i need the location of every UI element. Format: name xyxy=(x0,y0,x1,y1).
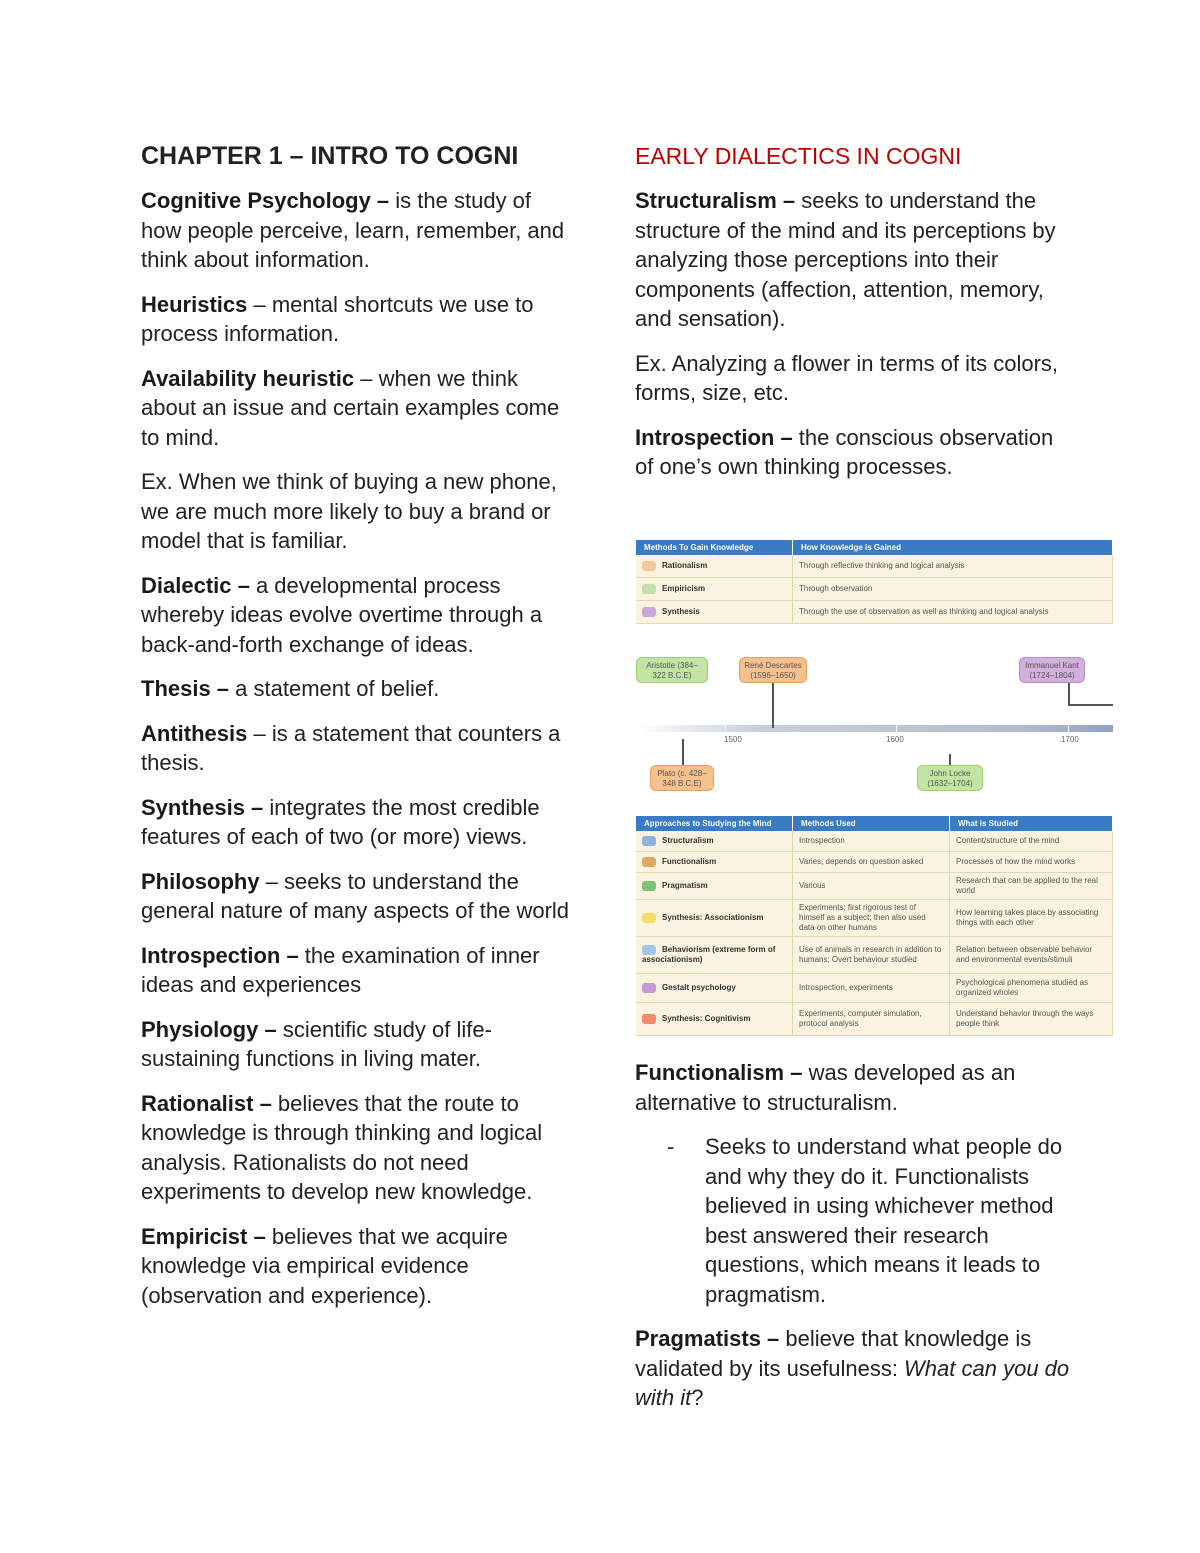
methods-table xyxy=(636,540,1113,624)
color-swatch xyxy=(642,836,656,846)
structuralism-example: Ex. Analyzing a flower in terms of its colors, forms, size, etc. xyxy=(635,350,1059,405)
row-desc: Through reflective thinking and logical analysis xyxy=(793,555,1113,578)
table-row xyxy=(636,578,1113,601)
timeline-tick xyxy=(896,720,897,732)
color-swatch xyxy=(642,881,656,891)
bullet-dash: - xyxy=(667,1134,675,1159)
table-row xyxy=(636,937,1113,974)
term-entry xyxy=(141,364,571,453)
term-definition: seeks to understand the structure of the mind and its perceptions by analyzing those perceptions into their components (affection, attention, memory, and sensation). xyxy=(635,188,1056,331)
term-label: Pragmatists – xyxy=(635,1326,780,1351)
term-pragmatists xyxy=(635,1324,1075,1413)
timeline-box-plato: Plato (c. 428–348 B.C.E) xyxy=(650,765,714,791)
term-functionalism xyxy=(635,1058,1075,1117)
term-structuralism xyxy=(635,186,1075,334)
row-studied: Content/structure of the mind xyxy=(950,831,1113,852)
term-label: Philosophy xyxy=(141,868,260,894)
term-label: Thesis – xyxy=(141,676,230,701)
timeline-tick xyxy=(1068,720,1069,732)
row-label-cell xyxy=(636,831,793,852)
term-label: Introspection – xyxy=(635,424,793,450)
left-column xyxy=(141,140,571,1325)
term-label: Structuralism – xyxy=(635,188,796,213)
timeline-year: 1600 xyxy=(886,735,904,744)
row-method: Experiments, computer simulation, protocol analysis xyxy=(793,1003,950,1036)
term-label: Rationalist – xyxy=(141,1090,272,1116)
term-entry xyxy=(141,941,571,1000)
row-desc: Through the use of observation as well as thinking and logical analysis xyxy=(793,601,1113,624)
row-name: Synthesis: Cognitivism xyxy=(662,1014,751,1024)
color-swatch xyxy=(642,1014,656,1024)
example-text: Ex. When we think of buying a new phone, we are much more likely to buy a brand or model that is familiar. xyxy=(141,469,557,553)
chapter-heading: CHAPTER 1 – INTRO TO COGNI xyxy=(141,142,519,170)
term-definition: believes that we acquire knowledge via empirical evidence (observation and experience). xyxy=(141,1223,508,1308)
row-label-cell xyxy=(636,937,793,974)
color-swatch xyxy=(642,607,656,617)
row-label-cell xyxy=(636,1003,793,1036)
row-label-cell xyxy=(636,900,793,937)
timeline-bar xyxy=(636,725,1113,732)
right-column xyxy=(635,140,1075,497)
row-method: Various xyxy=(793,873,950,900)
term-introspection xyxy=(635,423,1075,482)
table-row xyxy=(636,900,1113,937)
term-entry xyxy=(141,1222,571,1311)
table-row xyxy=(636,852,1113,873)
timeline-connector xyxy=(1068,682,1070,704)
approaches-table-figure xyxy=(636,816,1113,1036)
row-name: Empiricism xyxy=(662,584,706,594)
term-definition: scientific study of life-sustaining functions in living mater. xyxy=(141,1016,492,1071)
row-name: Pragmatism xyxy=(662,881,708,891)
timeline-year: 1700 xyxy=(1061,735,1079,744)
term-definition: is the study of how people perceive, learn, remember, and think about information. xyxy=(141,188,565,272)
row-method: Varies; depends on question asked xyxy=(793,852,950,873)
term-definition: was developed as an alternative to structuralism. xyxy=(635,1060,1016,1115)
term-definition: the conscious observation of one’s own thinking processes. xyxy=(635,424,1054,479)
row-name: Gestalt psychology xyxy=(662,983,736,993)
color-swatch xyxy=(642,913,656,923)
table-header: Methods Used xyxy=(793,816,950,831)
term-label: Heuristics xyxy=(141,291,248,317)
term-definition: – is a statement that counters a thesis. xyxy=(141,720,561,775)
color-swatch xyxy=(642,584,656,594)
row-label-cell xyxy=(636,555,793,578)
table-header: Approaches to Studying the Mind xyxy=(636,816,793,831)
color-swatch xyxy=(642,945,656,955)
term-definition: – when we think about an issue and certain examples come to mind. xyxy=(141,365,560,450)
row-studied: How learning takes place by associating things with each other xyxy=(950,900,1113,937)
term-entry xyxy=(141,719,571,778)
term-definition: – seeks to understand the general nature of many aspects of the world xyxy=(141,868,570,923)
term-definition: a developmental process whereby ideas evolve overtime through a back-and-forth exchange of ideas. xyxy=(141,572,543,657)
term-entry xyxy=(141,793,571,852)
table-row xyxy=(636,873,1113,900)
early-dialectics-heading: EARLY DIALECTICS IN COGNI xyxy=(635,143,962,169)
timeline-connector xyxy=(772,682,774,728)
term-label: Availability heuristic xyxy=(141,365,355,391)
color-swatch xyxy=(642,983,656,993)
timeline-year: 1500 xyxy=(724,735,742,744)
term-label: Functionalism – xyxy=(635,1060,803,1085)
row-studied: Psychological phenomena studied as organized wholes xyxy=(950,974,1113,1003)
term-label: Empiricist – xyxy=(141,1223,266,1249)
table-row xyxy=(636,831,1113,852)
table-row xyxy=(636,601,1113,624)
term-definition: believes that the route to knowledge is through thinking and logical analysis. Rationalists do not need experiments to develop new knowledge. xyxy=(141,1090,543,1204)
color-swatch xyxy=(642,857,656,867)
timeline-box-aristotle: Aristotle (384–322 B.C.E) xyxy=(636,657,708,683)
term-label: Synthesis – xyxy=(141,794,264,820)
table-header: What is Studied xyxy=(950,816,1113,831)
row-name: Synthesis: Associationism xyxy=(662,913,764,923)
timeline-connector xyxy=(1068,704,1113,706)
term-label: Physiology – xyxy=(141,1016,277,1042)
term-definition: a statement of belief. xyxy=(229,676,440,701)
term-definition: – mental shortcuts we use to process information. xyxy=(141,291,534,346)
term-entry xyxy=(141,1015,571,1074)
table-header: How Knowledge is Gained xyxy=(793,540,1113,555)
row-name: Behaviorism (extreme form of associationism) xyxy=(642,945,776,965)
approaches-table xyxy=(636,816,1113,1036)
row-desc: Through observation xyxy=(793,578,1113,601)
row-method: Use of animals in research in addition to humans; Overt behaviour studied xyxy=(793,937,950,974)
row-method: Introspection xyxy=(793,831,950,852)
row-name: Structuralism xyxy=(662,836,714,846)
row-label-cell xyxy=(636,873,793,900)
table-row xyxy=(636,974,1113,1003)
row-studied: Processes of how the mind works xyxy=(950,852,1113,873)
term-end: ? xyxy=(691,1385,704,1410)
timeline-box-descartes: René Descartes (1596–1650) xyxy=(739,657,807,683)
timeline-box-locke: John Locke (1632–1704) xyxy=(917,765,983,791)
term-entry xyxy=(141,1089,571,1207)
term-entry xyxy=(141,674,571,704)
term-entry xyxy=(141,571,571,660)
philosophers-timeline xyxy=(636,650,1113,800)
term-label: Introspection – xyxy=(141,942,299,968)
term-entry xyxy=(141,186,571,275)
methods-table-figure xyxy=(636,540,1113,624)
term-definition: integrates the most credible features of each of two (or more) views. xyxy=(141,794,540,849)
term-definition: believe that knowledge is validated by its usefulness: xyxy=(635,1326,1032,1381)
right-column-bottom xyxy=(635,1058,1075,1428)
row-studied: Understand behavior through the ways people think xyxy=(950,1003,1113,1036)
row-label-cell xyxy=(636,852,793,873)
table-header: Methods To Gain Knowledge xyxy=(636,540,793,555)
term-italic: What can you do with it xyxy=(635,1355,1070,1410)
term-label: Dialectic – xyxy=(141,572,250,598)
color-swatch xyxy=(642,561,656,571)
row-name: Functionalism xyxy=(662,857,717,867)
row-studied: Research that can be applied to the real world xyxy=(950,873,1113,900)
row-method: Introspection, experiments xyxy=(793,974,950,1003)
row-label-cell xyxy=(636,578,793,601)
timeline-tick xyxy=(725,720,726,732)
row-label-cell xyxy=(636,601,793,624)
bullet-text: Seeks to understand what people do and why they do it. Functionalists believed in using whichever method best answered their research questions, which means it leads to pragmatism. xyxy=(705,1134,1063,1307)
term-label: Antithesis xyxy=(141,720,248,746)
row-name: Synthesis xyxy=(662,607,700,617)
row-name: Rationalism xyxy=(662,561,708,571)
term-entry xyxy=(141,867,571,926)
term-definition: the examination of inner ideas and experiences xyxy=(141,942,540,997)
functionalism-bullet xyxy=(635,1132,1075,1309)
left-term-list xyxy=(141,186,571,1310)
table-row xyxy=(636,1003,1113,1036)
term-label: Cognitive Psychology – xyxy=(141,188,390,213)
row-label-cell xyxy=(636,974,793,1003)
term-entry xyxy=(141,290,571,349)
timeline-box-kant: Immanuel Kant (1724–1804) xyxy=(1019,657,1085,683)
row-method: Experiments; first rigorous test of himself as a subject; then also used data on other humans xyxy=(793,900,950,937)
row-studied: Relation between observable behavior and environmental events/stimuli xyxy=(950,937,1113,974)
table-row xyxy=(636,555,1113,578)
